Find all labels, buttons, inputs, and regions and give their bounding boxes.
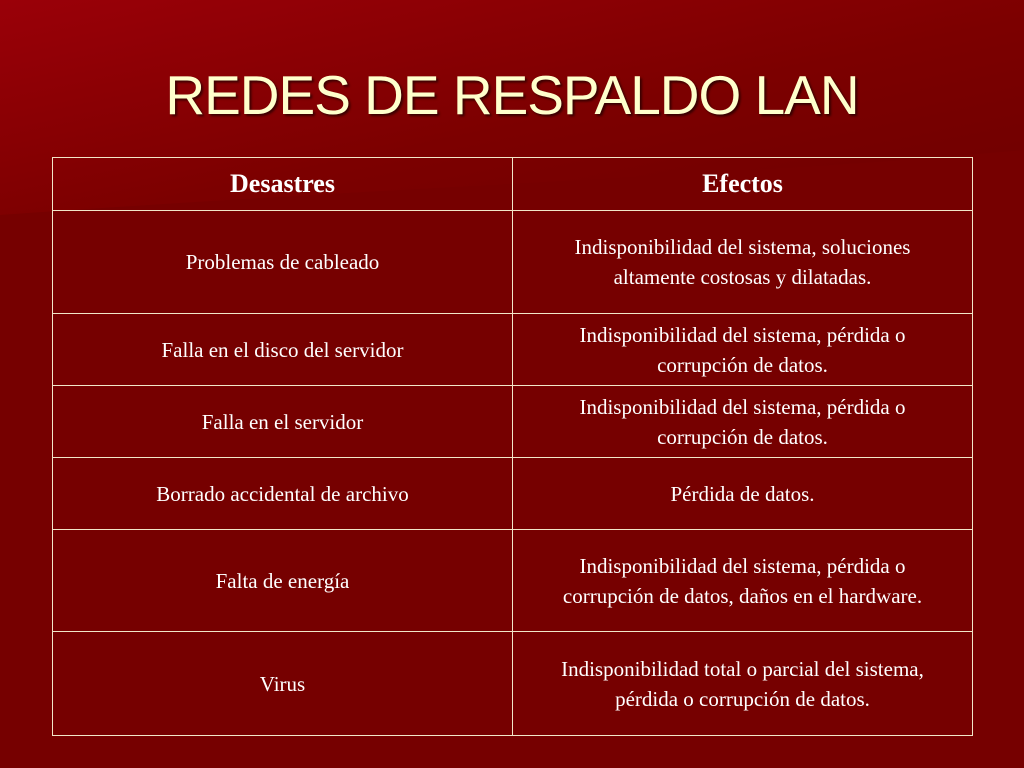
- cell-desastre: Falla en el disco del servidor: [53, 314, 513, 386]
- cell-efecto-text: Indisponibilidad total o parcial del sistema, pérdida o corrupción de datos.: [561, 656, 924, 711]
- table-row: [53, 386, 973, 458]
- cell-desastre: Borrado accidental de archivo: [53, 458, 513, 530]
- cell-efecto-text: Indisponibilidad del sistema, pérdida o corrupción de datos.: [579, 394, 906, 449]
- table-row: [53, 314, 973, 386]
- cell-desastre: Problemas de cableado: [53, 211, 513, 314]
- cell-efecto: [513, 458, 973, 530]
- cell-efecto-text: Indisponibilidad del sistema, soluciones altamente costosas y dilatadas.: [574, 235, 911, 289]
- disasters-table: [52, 157, 973, 736]
- cell-efecto: [513, 211, 973, 314]
- cell-efecto-text: Pérdida de datos.: [670, 481, 815, 506]
- cell-efecto-text: Indisponibilidad del sistema, pérdida o corrupción de datos, daños en el hardware.: [562, 553, 923, 608]
- cell-efecto: [513, 632, 973, 736]
- cell-efecto-text: Indisponibilidad del sistema, pérdida o corrupción de datos.: [579, 322, 906, 377]
- cell-desastre: Virus: [53, 632, 513, 736]
- cell-desastre: Falla en el servidor: [53, 386, 513, 458]
- header-desastres: Desastres: [53, 158, 513, 211]
- cell-efecto: [513, 530, 973, 632]
- table-row: [53, 211, 973, 314]
- header-efectos: Efectos: [513, 158, 973, 211]
- slide-title: REDES DE RESPALDO LAN: [165, 64, 859, 126]
- table-row: [53, 458, 973, 530]
- cell-desastre: Falta de energía: [53, 530, 513, 632]
- table-header-row: [53, 158, 973, 211]
- table-row: [53, 632, 973, 736]
- table-row: [53, 530, 973, 632]
- cell-efecto: [513, 314, 973, 386]
- cell-efecto: [513, 386, 973, 458]
